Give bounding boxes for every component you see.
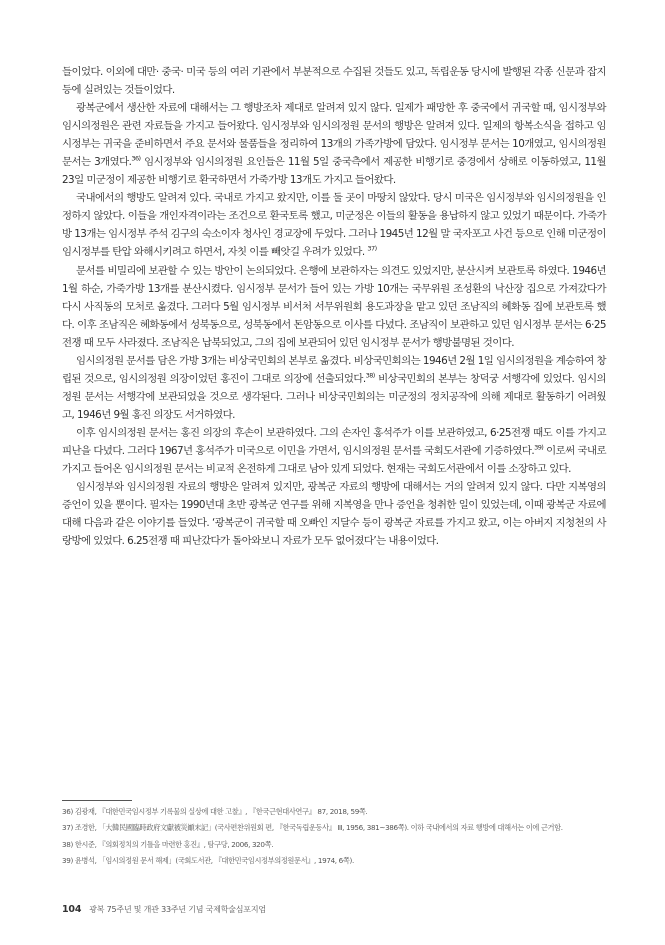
paragraph-3 [62, 189, 606, 261]
paragraph-4 [62, 262, 606, 352]
paragraph-5 [62, 352, 606, 424]
footnote-ref-38[interactable]: 38) [365, 371, 375, 380]
paragraph-7 [62, 478, 606, 550]
paragraph-5-text-a: 임시의정원 문서를 담은 가방 3개는 비상국민회의 본부로 옮겼다. 비상국민회의는 1946년 2월 1일 임시의정원을 계승하여 창립된 것으로, 임시의정원 의장이었던 홍진이 그대로 의장에 선출되었다. [62, 354, 606, 385]
paragraph-6-text-b: 이로써 국내로 가지고 들어온 임시의정원 문서는 비교적 온전하게 그대로 남아 있게 되었다. 현재는 국회도서관에서 이를 소장하고 있다. [62, 444, 606, 476]
footnote-divider [62, 800, 132, 801]
footnote-36: 36) 김광재, 『대한민국임시정부 기록물의 실상에 대한 고찰』, 『한국근현대사연구』 87, 2018, 59쪽. [62, 807, 368, 816]
paragraph-1 [62, 63, 606, 99]
footnotes [62, 806, 606, 871]
paragraph-2 [62, 99, 606, 189]
page-number: 104 [62, 904, 82, 915]
footnote-37: 37) 조경한, 「大韓民國臨時政府文獻被災顚末記」(국사편찬위원회 편, 『한국독립운동사』 Ⅲ, 1956, 381~386쪽). 이하 국내에서의 자료 행방에 대해서는 이에 근거함. [62, 823, 563, 833]
paragraph-1-text: 들이었다. 이외에 대만· 중국· 미국 등의 여러 기관에서 부분적으로 수집된 것들도 있고, 독립운동 당시에 발행된 각종 신문과 잡지 등에 실려있는 것들이었다. [62, 66, 606, 97]
footnote-ref-39[interactable]: 39) [534, 443, 544, 452]
paragraph-2-text-a: 광복군에서 생산한 자료에 대해서는 그 행방조차 제대로 알려져 있지 않다. 일제가 패망한 후 중국에서 귀국할 때, 임시정부와 임시의정원은 관련 자료들을 가지고 들어왔다. 임시정부와 임시의정원 문서의 행방은 알려져 있다. 일제의 항복소식을 접하고 임시정부는 귀국을 준비하면서 주요 문서와 물품들을 정리하여 13개의 가족가방에 담았다. 임시정부 문서는 10개였고, 임시의정원 문서는 3개였다. [62, 102, 606, 169]
paragraph-4-text: 문서를 비밀리에 보관할 수 있는 방안이 논의되었다. 은행에 보관하자는 의견도 있었지만, 분산시켜 보관토록 하였다. 1946년 1월 하순, 가죽가방 13개를 분산시켰다. 임시정부 문서가 들어 있는 가방 10개는 국무위원 조성환의 낙산장 집으로 가져갔다가 다시 사직동의 모처로 옮겼다. 그러다 5월 임시정부 비서처 서무위원회 용도과장을 맡고 있던 조남직의 혜화동 집에 보관토록 했다. 이후 조남직은 혜화동에서 성북동으로, 성북동에서 돈암동으로 이사를 다녔다. 조남직이 보관하고 있던 임시정부 문서는 6·25전쟁 때 모두 사라졌다. 조남직은 납북되었고, 그의 집에 보관되어 있던 임시정부 문서가 행방불명된 것이다. [62, 264, 606, 349]
footnote-ref-36[interactable]: 36) [131, 154, 141, 163]
paragraph-2-text-b: 임시정부와 임시의정원 요인들은 11월 5일 중국측에서 제공한 비행기로 중경에서 상해로 이동하였고, 11월 23일 미군정이 제공한 비행기로 환국하면서 가죽가방 13개도 가지고 들어왔다. [62, 156, 606, 187]
footnote-38: 38) 한시준, 『의회정치의 기틀을 마련한 홍진』, 탐구당, 2006, 320쪽. [62, 839, 274, 849]
paragraph-7-text: 임시정부와 임시의정원 자료의 행방은 알려져 있지만, 광복군 자료의 행방에 대해서는 거의 알려져 있지 않다. 다만 지복영의 증언이 있을 뿐이다. 필자는 1990년대 초반 광복군 연구를 위해 지복영을 만나 증언을 청취한 일이 있었는데, 이때 광복군 자료에 대해 다음과 같은 이야기를 들었다. ‘광복군이 귀국할 때 오빠인 지달수 등이 광복군 자료를 가지고 왔고, 이는 아버지 지청천의 사랑방에 있었다. 6.25전쟁 때 피난갔다가 돌아와보니 자료가 모두 없어졌다’는 내용이었다. [62, 481, 606, 548]
paragraph-5-text-b: 비상국민회의 본부는 창덕궁 서행각에 있었다. 임시의정원 문서는 서행각에 보관되었을 것으로 생각된다. 그러나 비상국민회의는 미군정의 정치공작에 의해 제대로 활동하기 어려웠고, 1946년 9월 홍진 의장도 서거하였다. [62, 372, 606, 421]
running-title: 광복 75주년 및 개관 33주년 기념 국제학술심포지엄 [89, 905, 266, 914]
paragraph-6-text-a: 이후 임시의정원 문서는 홍진 의장의 후손이 보관하였다. 그의 손자인 홍석주가 이를 보관하였고, 6·25전쟁 때도 이를 가지고 피난을 다녔다. 그러다 1967년 홍석주가 미국으로 이민을 가면서, 임시의정원 문서를 국회도서관에 기증하였다. [62, 426, 606, 457]
page-footer [62, 904, 266, 915]
paragraph-6 [62, 424, 606, 478]
footnote-ref-37[interactable]: 37) [367, 245, 377, 253]
paragraph-3-text: 국내에서의 행방도 알려져 있다. 국내로 가지고 왔지만, 이를 둘 곳이 마땅치 않았다. 당시 미국은 임시정부와 임시의정원을 인정하지 않았다. 이들을 개인자격이라는 조건으로 환국토록 했고, 미군정은 이들의 활동을 용납하지 않고 있었기 때문이다. 가죽가방 13개는 임시정부 주석 김구의 숙소이자 청사인 경교장에 두었다. 그러나 1945년 12월 말 국자포고 사건 등으로 인해 미군정이 임시정부를 탄압 와해시키려고 하면서, 자칫 이를 빼앗길 우려가 있었다. [62, 192, 606, 259]
body-text [62, 63, 606, 550]
footnote-39: 39) 윤병석, 「임시의정원 문서 해제」(국회도서관, 『대한민국임시정부의정원문서』, 1974, 6쪽). [62, 855, 354, 865]
